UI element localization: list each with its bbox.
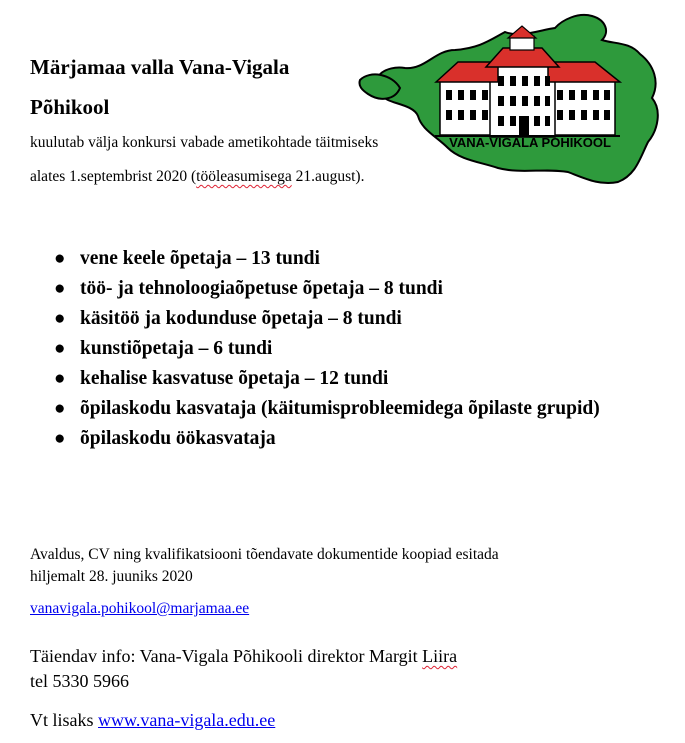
logo-text: VANA-VIGALA PÕHIKOOL [449,135,611,150]
intro-line-2 [30,168,364,186]
position-text: töö- ja tehnoloogiaõpetuse õpetaja – 8 tundi [80,278,443,299]
bullet-icon: ● [54,308,66,329]
logo-door [519,116,529,136]
more-info-line [30,710,275,731]
bullet-icon: ● [54,428,66,449]
contact-surname: Liira [422,646,458,666]
position-item [48,334,668,364]
school-name: Märjamaa valla Vana-Vigala [30,55,290,79]
website-link[interactable]: www.vana-vigala.edu.ee [98,710,276,730]
logo-building-left-wing [440,80,495,135]
positions-list [48,244,668,454]
position-text: õpilaskodu kasvataja (käitumisprobleemidega õpilaste grupid) [80,398,600,419]
position-item [48,364,668,394]
application-deadline: hiljemalt 28. juuniks 2020 [30,568,193,585]
bullet-icon: ● [54,248,66,269]
contact-prefix: Täiendav info: Vana-Vigala Põhikooli direktor Margit [30,646,423,666]
intro-suffix: 21.august). [291,168,365,185]
logo-building-right-wing [550,80,615,135]
bullet-icon: ● [54,398,66,419]
contact-info [30,644,457,694]
position-item [48,304,668,334]
position-item [48,274,668,304]
school-logo [340,10,670,185]
intro-misspelled-word: tööleasumisega [196,168,292,185]
position-item [48,394,668,424]
bullet-icon: ● [54,278,66,299]
position-text: õpilaskodu öökasvataja [80,428,276,449]
bullet-icon: ● [54,368,66,389]
application-line-1: Avaldus, CV ning kvalifikatsiooni tõendavate dokumentide koopiad esitada [30,546,499,563]
school-type: Põhikool [30,95,110,119]
position-text: kehalise kasvatuse õpetaja – 12 tundi [80,368,389,389]
position-item [48,244,668,274]
more-prefix: Vt lisaks [30,710,99,730]
bullet-icon: ● [54,338,66,359]
application-instructions [30,544,650,588]
intro-prefix: alates 1.septembrist 2020 ( [30,168,197,185]
email-line [30,600,249,618]
position-item [48,424,668,454]
contact-director [30,644,457,669]
contact-phone: tel 5330 5966 [30,671,129,691]
intro-line-1: kuulutab välja konkursi vabade ametikohtade täitmiseks [30,134,379,151]
email-link[interactable]: vanavigala.pohikool@marjamaa.ee [30,600,250,617]
position-text: vene keele õpetaja – 13 tundi [80,248,320,269]
position-text: käsitöö ja kodunduse õpetaja – 8 tundi [80,308,402,329]
position-text: kunstiõpetaja – 6 tundi [80,338,273,359]
